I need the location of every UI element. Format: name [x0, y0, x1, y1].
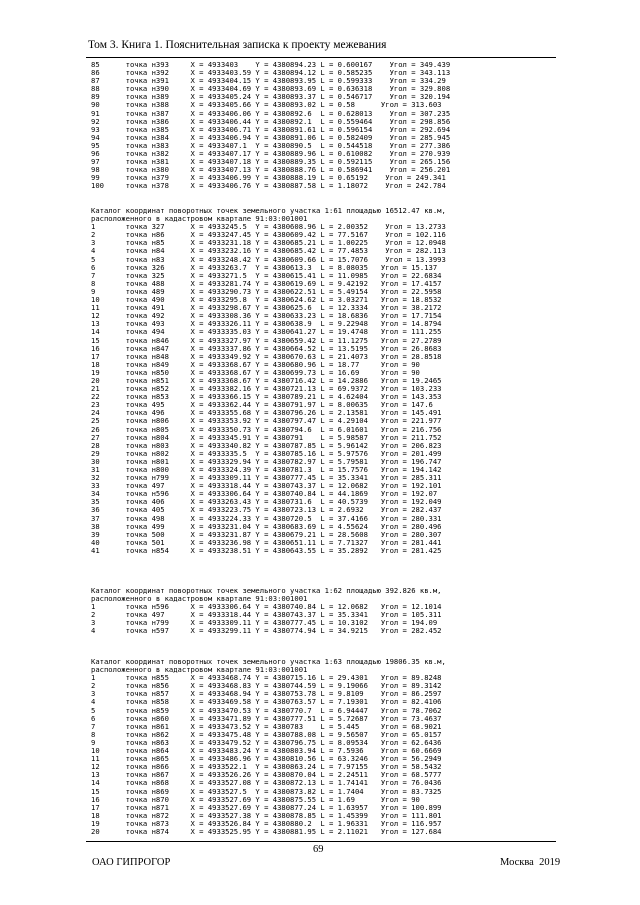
table-row: 15 точка н869 X = 4933527.5 Y = 4380873.82 L = 1.7404 Угол = 83.7325 [91, 786, 442, 796]
table-row: 1 точка н596 X = 4933306.64 Y = 4380740.84 L = 12.0682 Угол = 12.1014 [91, 602, 442, 612]
table-row: 92 точка н386 X = 4933406.44 Y = 4380892.1 L = 0.559464 Угол = 298.856 [91, 116, 451, 126]
table-row: 3 точка н799 X = 4933309.11 Y = 4380777.45 L = 10.3102 Угол = 194.09 [91, 618, 438, 628]
table-row: 30 точка н801 X = 4933329.94 Y = 4380782.97 L = 5.79581 Угол = 196.747 [91, 456, 442, 466]
table-row: 97 точка н381 X = 4933407.18 Y = 4380889.35 L = 0.592115 Угол = 265.156 [91, 157, 451, 167]
table-row: 90 точка н388 X = 4933405.66 Y = 4380893.02 L = 0.58 Угол = 313.603 [91, 100, 442, 110]
coordinate-table-1-63 [91, 658, 551, 836]
table-row: 93 точка н385 X = 4933406.71 Y = 4380891.61 L = 0.596154 Угол = 292.694 [91, 124, 451, 134]
table-row: 89 точка н389 X = 4933405.24 Y = 4380893.37 L = 0.546717 Угол = 320.194 [91, 92, 451, 102]
table-row: 1 точка 327 X = 4933245.5 Y = 4380608.96 L = 2.00352 Угол = 13.2733 [91, 222, 446, 232]
table-row: 27 точка н804 X = 4933345.91 Y = 4380791 L = 5.98587 Угол = 211.752 [91, 432, 442, 442]
table-row: 32 точка н799 X = 4933309.11 Y = 4380777.45 L = 35.3341 Угол = 285.311 [91, 473, 442, 483]
table-row: 86 точка н392 X = 4933403.59 Y = 4380894.12 L = 0.585235 Угол = 343.113 [91, 68, 451, 78]
catalog-caption: Каталог координат поворотных точек земельного участка 1:62 площадью 392.826 кв.м, расположенного в кадастровом квартале 91:03:001001 [91, 586, 442, 604]
table-row: 33 точка 497 X = 4933318.44 Y = 4380743.37 L = 12.0682 Угол = 192.101 [91, 481, 442, 491]
table-row: 12 точка 492 X = 4933308.36 Y = 4380633.23 L = 18.6836 Угол = 17.7154 [91, 311, 442, 321]
table-row: 14 точка 494 X = 4933335.03 Y = 4380641.27 L = 19.4748 Угол = 111.255 [91, 327, 442, 337]
table-row: 88 точка н390 X = 4933404.69 Y = 4380893.69 L = 0.636318 Угол = 329.808 [91, 84, 451, 94]
table-row: 22 точка н853 X = 4933366.15 Y = 4380789.21 L = 4.62404 Угол = 143.353 [91, 392, 442, 402]
table-row: 87 точка н391 X = 4933404.15 Y = 4380893.95 L = 0.599333 Угол = 334.29 [91, 76, 446, 86]
table-row: 17 точка н871 X = 4933527.69 Y = 4380877.24 L = 1.63957 Угол = 100.899 [91, 802, 442, 812]
table-row: 34 точка н596 X = 4933306.64 Y = 4380740.84 L = 44.1869 Угол = 192.07 [91, 489, 438, 499]
table-row: 36 точка 405 X = 4933223.75 Y = 4380723.13 L = 2.6932 Угол = 282.437 [91, 505, 442, 515]
coordinate-table-continued [91, 61, 551, 191]
table-row: 3 точка н85 X = 4933231.18 Y = 4380685.21 L = 1.00225 Угол = 12.0948 [91, 238, 446, 248]
table-row: 31 точка н800 X = 4933324.39 Y = 4380781.3 L = 15.7576 Угол = 194.142 [91, 465, 442, 474]
table-row: 99 точка н379 X = 4933406.99 Y = 4380888.19 L = 0.65192 Угол = 249.341 [91, 173, 446, 183]
table-row: 13 точка 493 X = 4933326.11 Y = 4380638.9 L = 9.22948 Угол = 14.8794 [91, 319, 442, 329]
coordinate-table-1-62 [91, 587, 551, 636]
table-row: 16 точка н870 X = 4933527.69 Y = 4380875.55 L = 1.69 Угол = 90 [91, 794, 420, 804]
table-row: 9 точка н863 X = 4933479.52 Y = 4380796.75 L = 8.09534 Угол = 62.6436 [91, 737, 442, 747]
table-row: 35 точка 406 X = 4933263.43 Y = 4380731.6 L = 40.5739 Угол = 192.049 [91, 497, 442, 507]
table-row: 37 точка 498 X = 4933224.33 Y = 4380720.5 L = 37.4166 Угол = 280.331 [91, 513, 442, 523]
page-header-title: Том 3. Книга 1. Пояснительная записка к проекту межевания [88, 39, 387, 51]
table-row: 91 точка н387 X = 4933406.06 Y = 4380892.6 L = 0.628013 Угол = 307.235 [91, 108, 451, 118]
table-row: 100 точка н378 X = 4933406.76 Y = 4380887.58 L = 1.18072 Угол = 242.784 [91, 181, 446, 191]
table-row: 5 точка н859 X = 4933470.53 Y = 4380770.7 L = 6.94447 Угол = 78.7062 [91, 705, 442, 715]
table-row: 21 точка н852 X = 4933382.16 Y = 4380721.13 L = 69.9372 Угол = 103.233 [91, 384, 442, 394]
table-row: 2 точка н86 X = 4933247.45 Y = 4380609.42 L = 77.5167 Угол = 102.116 [91, 230, 446, 240]
footer-city-year: Москва 2019 [500, 857, 561, 868]
table-row: 11 точка 491 X = 4933298.67 Y = 4380625.6 L = 12.3334 Угол = 38.2172 [91, 303, 442, 313]
table-row: 20 точка н851 X = 4933368.67 Y = 4380716.42 L = 14.2886 Угол = 19.2465 [91, 375, 442, 385]
table-row: 40 точка 501 X = 4933236.98 Y = 4380651.11 L = 7.71327 Угол = 281.441 [91, 537, 442, 547]
table-row: 4 точка н84 X = 4933232.16 Y = 4380685.42 L = 77.4853 Угол = 282.113 [91, 246, 446, 256]
table-row: 6 точка 326 X = 4933263.7 Y = 4380613.3 L = 8.08035 Угол = 15.137 [91, 262, 438, 272]
table-row: 29 точка н802 X = 4933335.5 Y = 4380785.16 L = 5.97576 Угол = 201.499 [91, 448, 442, 458]
table-row: 28 точка н803 X = 4933340.82 Y = 4380787.85 L = 5.96142 Угол = 206.823 [91, 440, 442, 450]
table-row: 38 точка 499 X = 4933231.04 Y = 4380683.69 L = 4.55624 Угол = 280.496 [91, 521, 442, 531]
catalog-caption: Каталог координат поворотных точек земельного участка 1:61 площадью 16512.47 кв.м, расположенного в кадастровом квартале 91:03:001001 [91, 206, 446, 224]
table-row: 2 точка н856 X = 4933468.83 Y = 4380744.59 L = 9.19066 Угол = 89.3142 [91, 681, 442, 691]
table-row: 25 точка н806 X = 4933353.92 Y = 4380797.47 L = 4.29104 Угол = 221.977 [91, 416, 442, 426]
table-row: 96 точка н382 X = 4933407.17 Y = 4380889.96 L = 0.610082 Угол = 270.939 [91, 149, 451, 159]
table-row: 8 точка н862 X = 4933475.48 Y = 4380788.08 L = 9.56507 Угол = 65.0157 [91, 729, 442, 739]
table-row: 39 точка 500 X = 4933231.87 Y = 4380679.21 L = 28.5608 Угол = 280.307 [91, 529, 442, 539]
table-row: 16 точка н847 X = 4933337.86 Y = 4380664.52 L = 13.5195 Угол = 26.8683 [91, 343, 442, 353]
table-row: 14 точка н868 X = 4933527.08 Y = 4380872.13 L = 1.74141 Угол = 76.0436 [91, 778, 442, 788]
table-row: 6 точка н860 X = 4933471.89 Y = 4380777.51 L = 5.72687 Угол = 73.4637 [91, 713, 442, 723]
table-row: 3 точка н857 X = 4933468.94 Y = 4380753.78 L = 9.8109 Угол = 86.2597 [91, 689, 442, 699]
table-row: 2 точка 497 X = 4933318.44 Y = 4380743.37 L = 35.3341 Угол = 105.311 [91, 610, 442, 620]
table-row: 19 точка н873 X = 4933526.84 Y = 4380880.2 L = 1.96331 Угол = 116.957 [91, 818, 442, 828]
table-rows [91, 674, 551, 836]
table-row: 7 точка 325 X = 4933271.5 Y = 4380615.41 L = 11.0985 Угол = 22.6834 [91, 270, 442, 280]
table-row: 7 точка н861 X = 4933473.52 Y = 4380783 L = 5.445 Угол = 68.9021 [91, 721, 442, 731]
table-row: 4 точка н858 X = 4933469.58 Y = 4380763.57 L = 7.19301 Угол = 82.4106 [91, 697, 442, 707]
footer-organization: ОАО ГИПРОГОР [92, 857, 171, 868]
table-row: 1 точка н855 X = 4933468.74 Y = 4380715.16 L = 29.4301 Угол = 89.8248 [91, 673, 442, 683]
table-row: 4 точка н597 X = 4933299.11 Y = 4380774.94 L = 34.9215 Угол = 282.452 [91, 626, 442, 636]
table-row: 41 точка н854 X = 4933238.51 Y = 4380643.55 L = 35.2892 Угол = 281.425 [91, 545, 442, 555]
table-row: 98 точка н380 X = 4933407.13 Y = 4380888.76 L = 0.586941 Угол = 256.201 [91, 165, 451, 175]
table-row: 20 точка н874 X = 4933525.95 Y = 4380881.95 L = 2.11021 Угол = 127.684 [91, 826, 442, 836]
page-number: 69 [313, 844, 324, 855]
table-row: 18 точка н872 X = 4933527.38 Y = 4380878.85 L = 1.45399 Угол = 111.801 [91, 810, 442, 820]
table-row: 26 точка н805 X = 4933350.73 Y = 4380794.6 L = 6.01601 Угол = 216.756 [91, 424, 442, 434]
table-row: 24 точка 496 X = 4933355.68 Y = 4380796.26 L = 2.13581 Угол = 145.491 [91, 408, 442, 418]
table-row: 10 точка н864 X = 4933483.24 Y = 4380803.94 L = 7.5936 Угол = 60.6669 [91, 746, 442, 756]
table-row: 19 точка н850 X = 4933368.67 Y = 4380699.73 L = 16.69 Угол = 90 [91, 367, 420, 377]
coordinate-table-1-61 [91, 207, 551, 555]
table-row: 11 точка н865 X = 4933486.96 Y = 4380810.56 L = 63.3246 Угол = 56.2949 [91, 754, 442, 764]
table-row: 17 точка н848 X = 4933349.92 Y = 4380670.63 L = 21.4073 Угол = 28.8518 [91, 351, 442, 361]
table-row: 95 точка н383 X = 4933407.1 Y = 4380890.5 L = 0.544518 Угол = 277.386 [91, 140, 451, 150]
table-row: 12 точка н866 X = 4933522.1 Y = 4380863.24 L = 7.97155 Угол = 58.5432 [91, 762, 442, 772]
table-row: 9 точка 489 X = 4933290.73 Y = 4380622.51 L = 5.49154 Угол = 22.5958 [91, 286, 442, 296]
catalog-caption: Каталог координат поворотных точек земельного участка 1:63 площадью 19806.35 кв.м, расположенного в кадастровом квартале 91:03:001001 [91, 657, 446, 675]
footer-divider [86, 841, 556, 842]
table-row: 5 точка н83 X = 4933248.42 Y = 4380609.66 L = 15.7076 Угол = 13.3993 [91, 254, 446, 264]
table-row: 13 точка н867 X = 4933526.26 Y = 4380870.04 L = 2.24511 Угол = 68.5777 [91, 770, 442, 780]
table-rows [91, 603, 551, 635]
table-row: 23 точка 495 X = 4933362.44 Y = 4380791.97 L = 8.00635 Угол = 147.6 [91, 400, 433, 410]
table-row: 18 точка н849 X = 4933368.67 Y = 4380680.96 L = 18.77 Угол = 90 [91, 359, 420, 369]
table-rows [91, 223, 551, 555]
table-row: 8 точка 488 X = 4933281.74 Y = 4380619.69 L = 9.42192 Угол = 17.4157 [91, 278, 442, 288]
table-row: 85 точка н393 X = 4933403 Y = 4380894.23 L = 0.600167 Угол = 349.439 [91, 60, 451, 69]
table-row: 10 точка 490 X = 4933295.8 Y = 4380624.62 L = 3.03271 Угол = 18.8532 [91, 295, 442, 305]
table-row: 94 точка н384 X = 4933406.94 Y = 4380891.06 L = 0.582409 Угол = 285.945 [91, 132, 451, 142]
header-divider [86, 57, 556, 58]
table-row: 15 точка н846 X = 4933327.97 Y = 4380659.42 L = 11.1275 Угол = 27.2789 [91, 335, 442, 345]
